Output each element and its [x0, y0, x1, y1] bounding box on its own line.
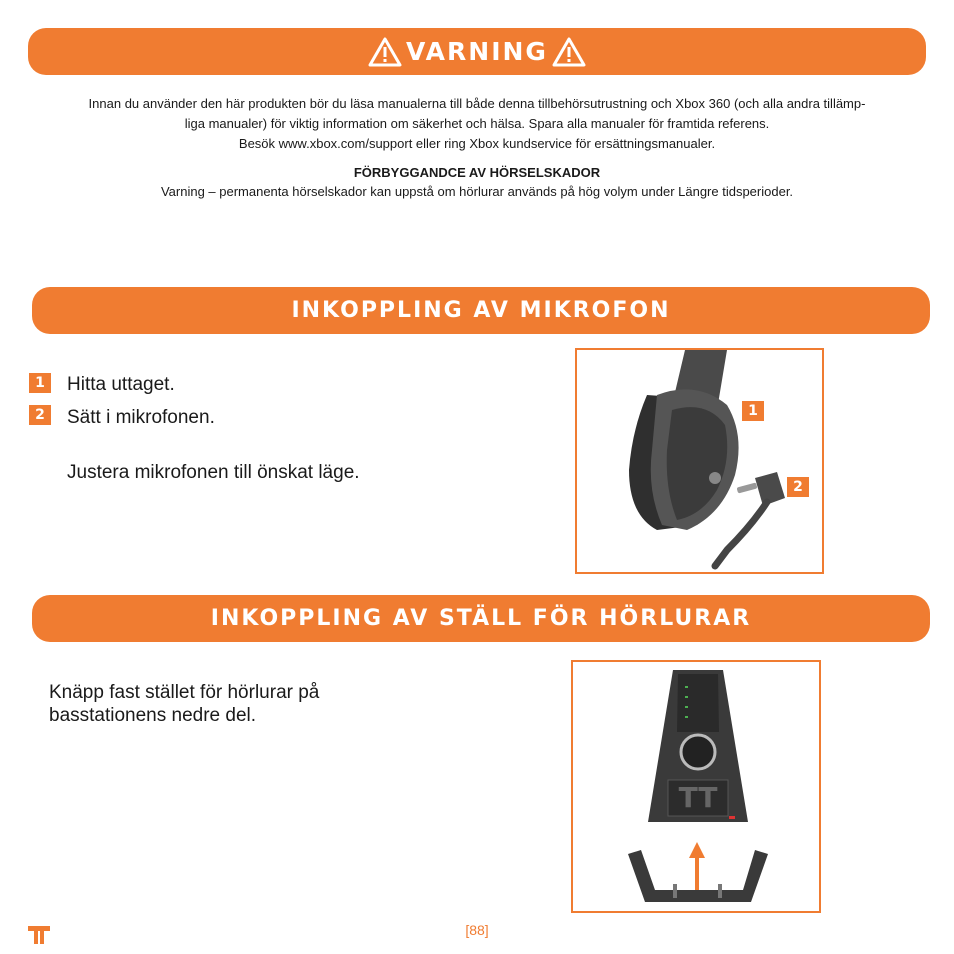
stand-section-banner [32, 595, 930, 642]
warning-triangle-icon [552, 37, 586, 67]
warning-triangle-icon [368, 37, 402, 67]
mic-section-title: INKOPPLING AV MIKROFON [291, 298, 671, 323]
figure-label-2: 2 [787, 477, 809, 497]
warning-subheading: FÖRBYGGANDCE AV HÖRSELSKADOR [353, 165, 601, 180]
stand-section-title: INKOPPLING AV STÄLL FÖR HÖRLURAR [210, 606, 752, 631]
svg-text:TT: TT [678, 781, 718, 814]
warning-intro-line3: Besök www.xbox.com/support eller ring Xbox kundservice för ersättningsmanualer. [238, 136, 716, 151]
warning-title: VARNING [406, 37, 548, 66]
warning-banner [28, 28, 926, 75]
base-station-stand-figure [571, 660, 821, 913]
step-2-text: Sätt i mikrofonen. [67, 407, 215, 428]
mic-adjust-note: Justera mikrofonen till önskat läge. [67, 462, 360, 483]
step-2-badge: 2 [29, 405, 51, 425]
stand-instruction-line2: basstationens nedre del. [49, 705, 257, 726]
page-number: [88] [465, 922, 489, 938]
mic-section-banner [32, 287, 930, 334]
base-station-illustration [573, 662, 819, 911]
warning-subtext: Varning – permanenta hörselskador kan uppstå om hörlurar används på hög volym under Längre tidsperioder. [160, 184, 794, 199]
step-1-badge: 1 [29, 373, 51, 393]
figure-label-1: 1 [742, 401, 764, 421]
stand-instruction-line1: Knäpp fast stället för hörlurar på [49, 682, 320, 703]
warning-intro-line2: liga manualer) för viktig information om säkerhet och hälsa. Spara alla manualer för framtida referens. [184, 116, 770, 131]
headset-microphone-figure [575, 348, 824, 574]
step-1-text: Hitta uttaget. [67, 374, 175, 395]
headset-illustration [577, 350, 822, 572]
warning-intro-line1: Innan du använder den här produkten bör du läsa manualerna till både denna tillbehörsutrustning och Xbox 360 (och alla andra tillämp- [88, 96, 866, 111]
